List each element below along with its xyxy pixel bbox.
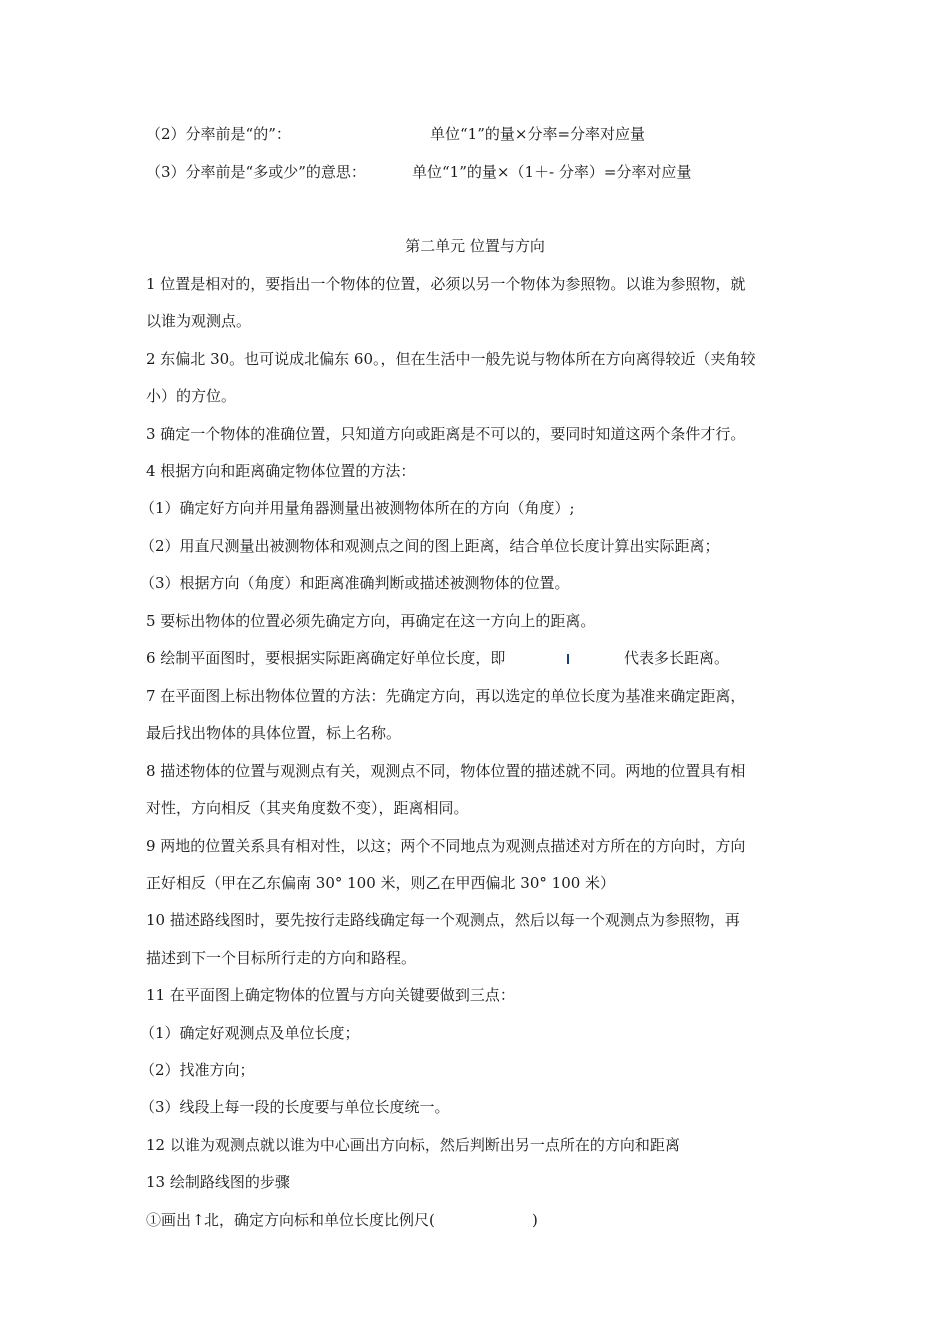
paragraph-6-before: 6 绘制平面图时，要根据实际距离确定好单位长度，即 [146, 649, 506, 667]
paragraph-10b: 描述到下一个目标所行走的方向和路程。 [146, 949, 417, 967]
paragraph-1b: 以谁为观测点。 [146, 312, 252, 330]
paragraph-8a: 8 描述物体的位置与观测点有关，观测点不同，物体位置的描述就不同。两地的位置具有相 [146, 762, 746, 780]
paragraph-7a: 7 在平面图上标出物体位置的方法：先确定方向，再以选定的单位长度为基准来确定距离， [146, 687, 746, 705]
paragraph-4: 4 根据方向和距离确定物体位置的方法： [146, 462, 416, 480]
unit-title: 第二单元 位置与方向 [405, 237, 545, 255]
paragraph-4-step3: （3）根据方向（角度）和距离准确判断或描述被测物体的位置。 [140, 574, 570, 592]
paragraph-1a: 1 位置是相对的，要指出一个物体的位置，必须以另一个物体为参照物。以谁为参照物，就 [146, 275, 746, 293]
paragraph-6-after: 代表多长距离。 [624, 649, 730, 667]
paragraph-8b: 对性，方向相反（其夹角度数不变），距离相同。 [146, 799, 469, 817]
paragraph-11-step1: （1）确定好观测点及单位长度； [140, 1024, 360, 1042]
paragraph-2b: 小）的方位。 [146, 387, 237, 405]
paragraph-10a: 10 描述路线图时，要先按行走路线确定每一个观测点，然后以每一个观测点为参照物，再 [146, 911, 740, 929]
paragraph-5: 5 要标出物体的位置必须先确定方向，再确定在这一方向上的距离。 [146, 612, 596, 630]
unit-length-mark [567, 654, 569, 664]
paragraph-4-step2: （2）用直尺测量出被测物体和观测点之间的图上距离，结合单位长度计算出实际距离； [140, 537, 720, 555]
frac-rule-2-label: （2）分率前是“的”： [146, 125, 291, 143]
paragraph-11-step3: （3）线段上每一段的长度要与单位长度统一。 [140, 1098, 450, 1116]
north-arrow-icon: ↑ [192, 1211, 205, 1229]
paragraph-9a: 9 两地的位置关系具有相对性，以这；两个不同地点为观测点描述对方所在的方向时，方向 [146, 837, 746, 855]
step1-after: ) [532, 1211, 538, 1229]
paragraph-9b: 正好相反（甲在乙东偏南 30° 100 米，则乙在甲西偏北 30° 100 米） [146, 874, 616, 892]
paragraph-7b: 最后找出物体的具体位置，标上名称。 [146, 724, 402, 742]
frac-rule-3-formula: 单位“1”的量×（1＋- 分率）=分率对应量 [412, 163, 692, 181]
paragraph-12: 12 以谁为观测点就以谁为中心画出方向标，然后判断出另一点所在的方向和距离 [146, 1136, 680, 1154]
frac-rule-3-label: （3）分率前是“多或少”的意思： [146, 163, 366, 181]
paragraph-3: 3 确定一个物体的准确位置，只知道方向或距离是不可以的，要同时知道这两个条件才行。 [146, 425, 746, 443]
paragraph-2a: 2 东偏北 30。也可说成北偏东 60。，但在生活中一般先说与物体所在方向离得较近（夹角较 [146, 350, 756, 368]
paragraph-13: 13 绘制路线图的步骤 [146, 1173, 290, 1191]
paragraph-4-step1: （1）确定好方向并用量角器测量出被测物体所在的方向（角度）; [140, 499, 575, 517]
paragraph-11: 11 在平面图上确定物体的位置与方向关键要做到三点： [146, 986, 515, 1004]
step1-middle: 北，确定方向标和单位长度比例尺( [204, 1211, 435, 1229]
step1-before: ①画出 [146, 1211, 192, 1229]
frac-rule-2-formula: 单位“1”的量×分率=分率对应量 [430, 125, 646, 143]
paragraph-11-step2: （2）找准方向； [140, 1061, 255, 1079]
